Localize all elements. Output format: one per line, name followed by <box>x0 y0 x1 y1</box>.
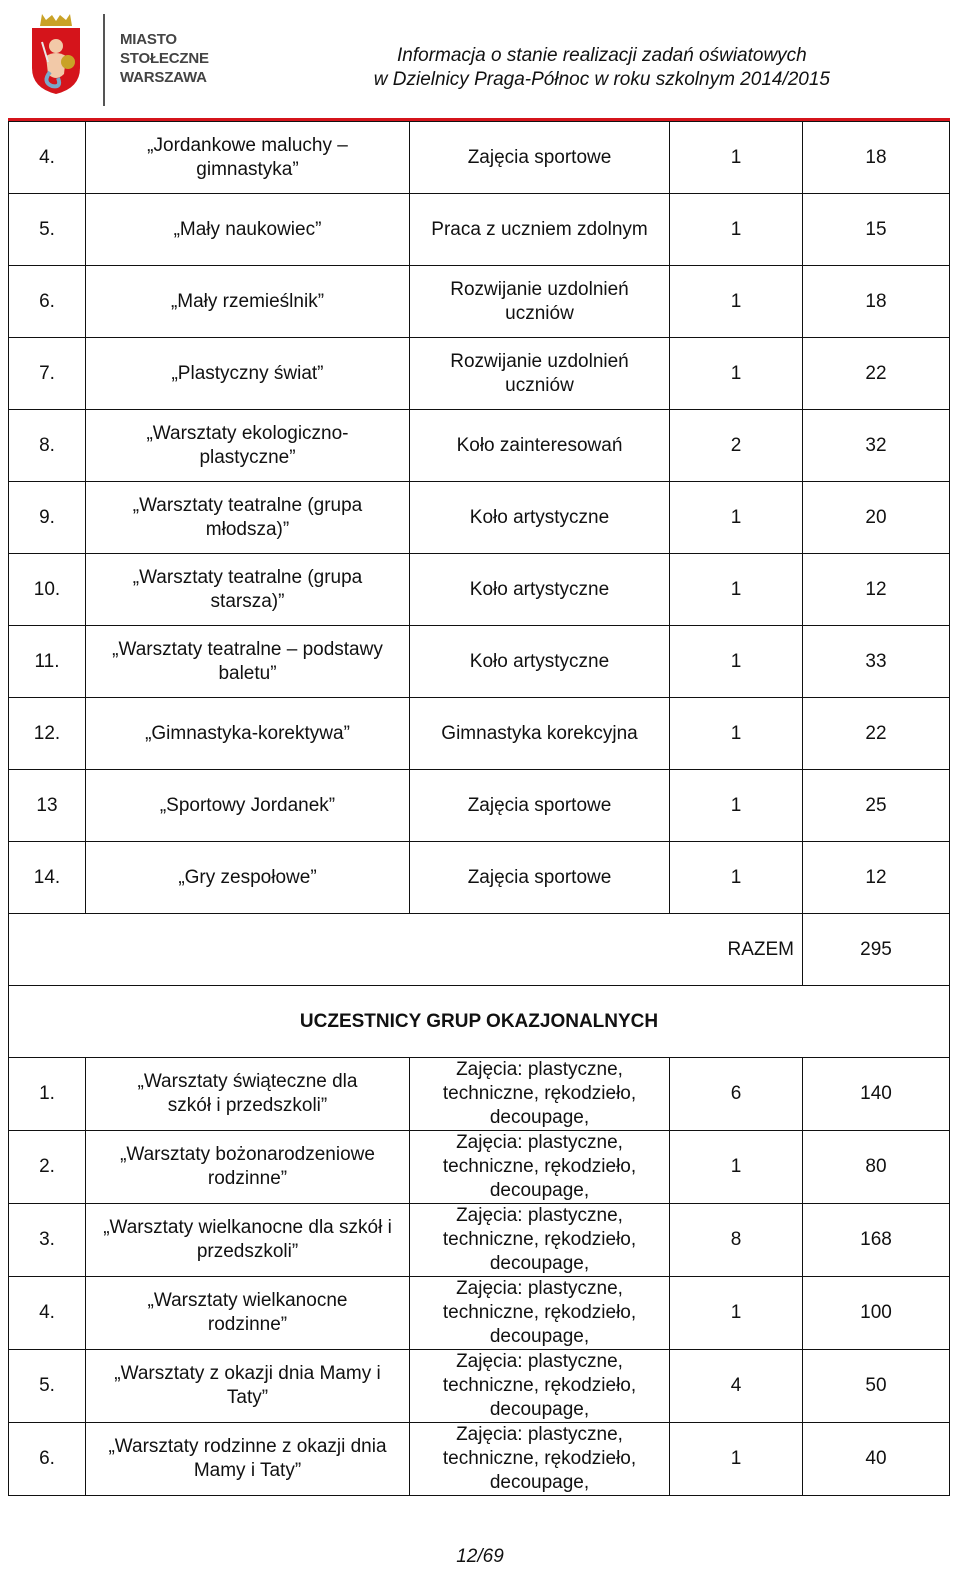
table-row <box>9 1350 950 1423</box>
activity-type: Zajęcia: plastyczne, techniczne, rękodzieło, decoupage, <box>410 1277 670 1350</box>
row-number: 13 <box>9 770 86 842</box>
row-number: 6. <box>9 266 86 338</box>
group-count: 1 <box>670 122 803 194</box>
activity-name: „Warsztaty rodzinne z okazji dnia Mamy i Taty” <box>86 1423 410 1496</box>
group-count: 1 <box>670 338 803 410</box>
group-count: 1 <box>670 482 803 554</box>
activity-type: Praca z uczniem zdolnym <box>410 194 670 266</box>
activity-type: Zajęcia: plastyczne, techniczne, rękodzieło, decoupage, <box>410 1423 670 1496</box>
participant-count: 140 <box>803 1058 950 1131</box>
participant-count: 168 <box>803 1204 950 1277</box>
row-number: 5. <box>9 1350 86 1423</box>
activity-type: Zajęcia sportowe <box>410 122 670 194</box>
activity-type: Zajęcia: plastyczne, techniczne, rękodzieło, decoupage, <box>410 1350 670 1423</box>
table-row <box>9 1131 950 1204</box>
table-row <box>9 842 950 914</box>
activity-name: „Mały naukowiec” <box>86 194 410 266</box>
group-count: 1 <box>670 698 803 770</box>
activity-name: „Gimnastyka-korektywa” <box>86 698 410 770</box>
group-count: 1 <box>670 266 803 338</box>
table-row <box>9 266 950 338</box>
brand-line: MIASTO <box>120 31 177 48</box>
document-title-line-1: Informacja o stanie realizacji zadań oświatowych <box>397 45 807 66</box>
group-count: 1 <box>670 554 803 626</box>
participant-count: 50 <box>803 1350 950 1423</box>
row-number: 14. <box>9 842 86 914</box>
activity-name: „Warsztaty ekologiczno-plastyczne” <box>86 410 410 482</box>
group-count: 1 <box>670 626 803 698</box>
occasional-groups-heading: UCZESTNICY GRUP OKAZJONALNYCH <box>9 986 950 1058</box>
row-number: 9. <box>9 482 86 554</box>
document-title-line-2: w Dzielnicy Praga-Północ w roku szkolnym 2014/2015 <box>373 69 830 90</box>
activity-name: „Warsztaty teatralne – podstawy baletu” <box>86 626 410 698</box>
table-row <box>9 554 950 626</box>
warsaw-coat-of-arms-icon <box>28 12 84 96</box>
total-value: 295 <box>803 914 950 986</box>
brand-separator <box>103 14 105 106</box>
page-header <box>0 0 960 122</box>
row-number: 4. <box>9 1277 86 1350</box>
participant-count: 32 <box>803 410 950 482</box>
table-row <box>9 770 950 842</box>
brand-line: STOŁECZNE <box>120 50 209 67</box>
activity-name: „Plastyczny świat” <box>86 338 410 410</box>
row-number: 12. <box>9 698 86 770</box>
table-row <box>9 1423 950 1496</box>
table-row <box>9 1204 950 1277</box>
group-count: 2 <box>670 410 803 482</box>
participant-count: 22 <box>803 698 950 770</box>
group-count: 4 <box>670 1350 803 1423</box>
table-row <box>9 1058 950 1131</box>
participant-count: 40 <box>803 1423 950 1496</box>
activity-type: Gimnastyka korekcyjna <box>410 698 670 770</box>
activity-name: „Warsztaty bożonarodzeniowe rodzinne” <box>86 1131 410 1204</box>
participant-count: 25 <box>803 770 950 842</box>
row-number: 1. <box>9 1058 86 1131</box>
activity-type: Rozwijanie uzdolnień uczniów <box>410 338 670 410</box>
participant-count: 12 <box>803 842 950 914</box>
table-row <box>9 122 950 194</box>
table-row <box>9 626 950 698</box>
activity-type: Koło artystyczne <box>410 554 670 626</box>
group-count: 1 <box>670 1131 803 1204</box>
participant-count: 18 <box>803 122 950 194</box>
participant-count: 100 <box>803 1277 950 1350</box>
participant-count: 80 <box>803 1131 950 1204</box>
document-title <box>374 44 830 92</box>
table-row <box>9 1277 950 1350</box>
activity-name: „Warsztaty wielkanocne dla szkół i przedszkoli” <box>86 1204 410 1277</box>
activity-name: „Warsztaty wielkanocne rodzinne” <box>86 1277 410 1350</box>
group-count: 1 <box>670 194 803 266</box>
participant-count: 33 <box>803 626 950 698</box>
table-row <box>9 338 950 410</box>
row-number: 7. <box>9 338 86 410</box>
activity-type: Koło zainteresowań <box>410 410 670 482</box>
activity-type: Koło artystyczne <box>410 482 670 554</box>
row-number: 10. <box>9 554 86 626</box>
activity-name: „Mały rzemieślnik” <box>86 266 410 338</box>
group-count: 1 <box>670 842 803 914</box>
activity-type: Zajęcia sportowe <box>410 842 670 914</box>
group-count: 1 <box>670 1423 803 1496</box>
group-count: 6 <box>670 1058 803 1131</box>
brand-line: WARSZAWA <box>120 69 207 86</box>
activity-type: Zajęcia: plastyczne, techniczne, rękodzieło, decoupage, <box>410 1058 670 1131</box>
table-row <box>9 410 950 482</box>
section-heading-row <box>9 986 950 1058</box>
activities-table-body <box>9 122 950 1496</box>
participant-count: 22 <box>803 338 950 410</box>
activity-type: Koło artystyczne <box>410 626 670 698</box>
participant-count: 20 <box>803 482 950 554</box>
row-number: 4. <box>9 122 86 194</box>
participant-count: 18 <box>803 266 950 338</box>
total-label: RAZEM <box>9 914 803 986</box>
activity-type: Zajęcia sportowe <box>410 770 670 842</box>
table-row <box>9 698 950 770</box>
activity-name: „Warsztaty świąteczne dla szkół i przedszkoli” <box>86 1058 410 1131</box>
activities-table <box>8 121 950 1496</box>
table-row <box>9 482 950 554</box>
activity-type: Zajęcia: plastyczne, techniczne, rękodzieło, decoupage, <box>410 1131 670 1204</box>
row-number: 11. <box>9 626 86 698</box>
row-number: 2. <box>9 1131 86 1204</box>
activity-name: „Jordankowe maluchy – gimnastyka” <box>86 122 410 194</box>
total-row <box>9 914 950 986</box>
activities-table-container <box>8 121 950 1496</box>
row-number: 5. <box>9 194 86 266</box>
group-count: 1 <box>670 1277 803 1350</box>
row-number: 6. <box>9 1423 86 1496</box>
activity-name: „Warsztaty z okazji dnia Mamy i Taty” <box>86 1350 410 1423</box>
activity-name: „Warsztaty teatralne (grupa młodsza)” <box>86 482 410 554</box>
activity-name: „Gry zespołowe” <box>86 842 410 914</box>
brand-name <box>120 30 209 87</box>
activity-name: „Warsztaty teatralne (grupa starsza)” <box>86 554 410 626</box>
group-count: 1 <box>670 770 803 842</box>
page-number: 12/69 <box>456 1546 504 1567</box>
group-count: 8 <box>670 1204 803 1277</box>
activity-type: Rozwijanie uzdolnień uczniów <box>410 266 670 338</box>
row-number: 8. <box>9 410 86 482</box>
row-number: 3. <box>9 1204 86 1277</box>
activity-name: „Sportowy Jordanek” <box>86 770 410 842</box>
participant-count: 12 <box>803 554 950 626</box>
table-row <box>9 194 950 266</box>
participant-count: 15 <box>803 194 950 266</box>
activity-type: Zajęcia: plastyczne, techniczne, rękodzieło, decoupage, <box>410 1204 670 1277</box>
